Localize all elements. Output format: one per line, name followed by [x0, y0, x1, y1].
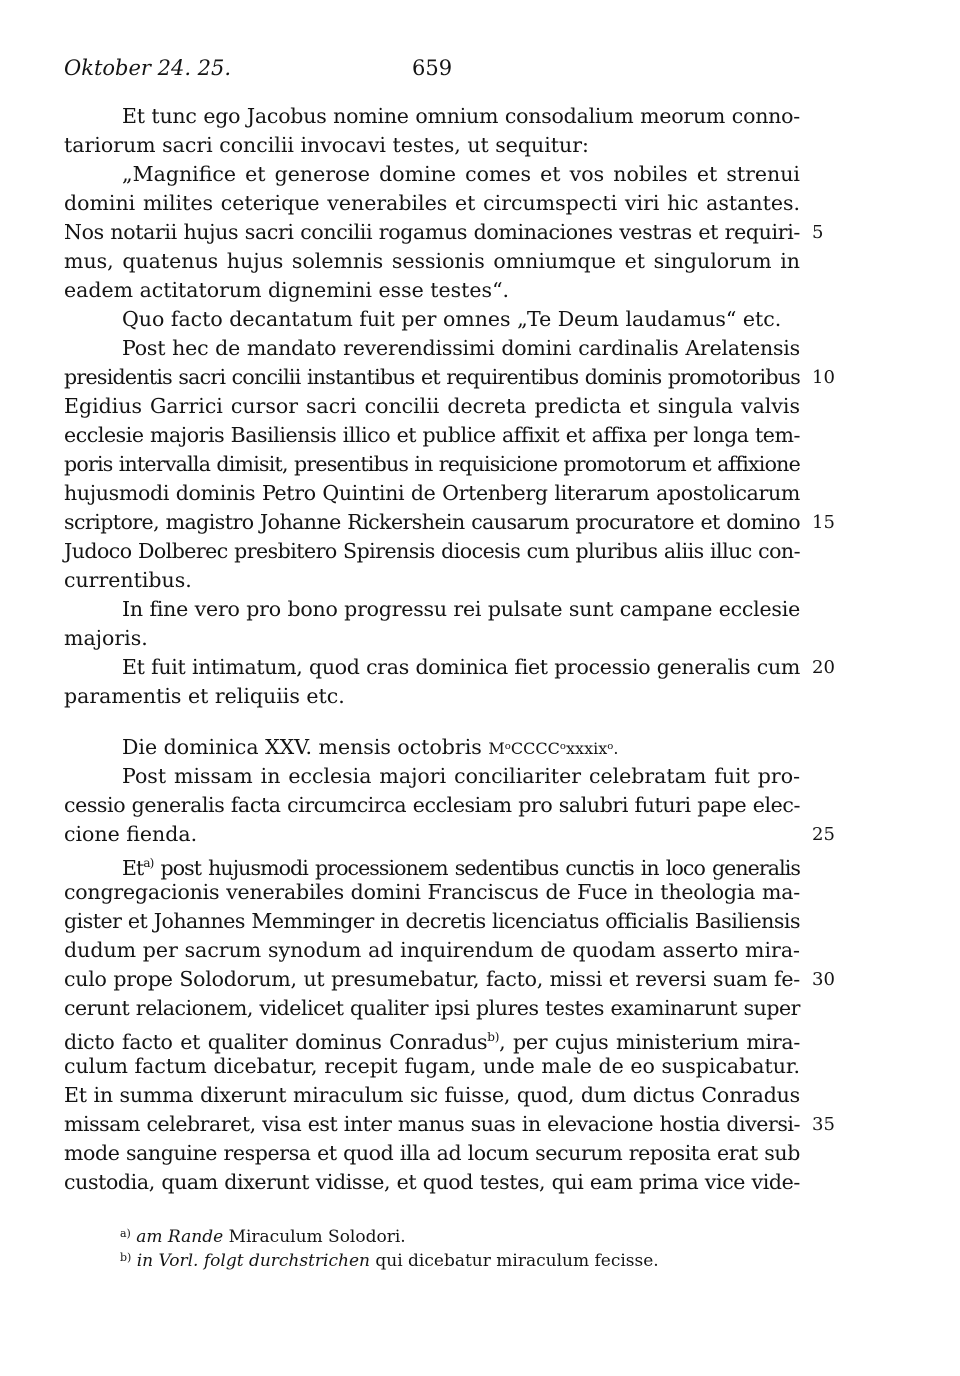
text-line: paramentis et reliquiis etc. — [64, 684, 345, 708]
text-line — [64, 1023, 800, 1052]
text-line: presidentis sacri concilii instantibus et requirentibus dominis promotoribus — [64, 365, 800, 389]
text-line: currentibus. — [64, 568, 192, 592]
text-line: custodia, quam dixerunt vidisse, et quod testes, qui eam prima vice vide- — [64, 1170, 800, 1194]
text-line: Quo facto decantatum fuit per omnes „Te Deum laudamus“ etc. — [122, 307, 782, 331]
margin-line-number: 5 — [812, 222, 824, 243]
date-numeral: MᵒCCCCᵒxxxixᵒ. — [488, 739, 619, 758]
date-heading-text: Die dominica XXV. mensis octobris — [122, 735, 482, 759]
text-line: poris intervalla dimisit, presentibus in requisicione promotorum et affixione — [64, 452, 800, 476]
text-line: majoris. — [64, 626, 148, 650]
margin-line-number: 30 — [812, 969, 835, 990]
text-line: Et in summa dixerunt miraculum sic fuisse, quod, dum dictus Conradus — [64, 1083, 800, 1107]
line-text: post hujusmodi processionem sedentibus cunctis in loco generalis — [153, 856, 800, 880]
text-line: Et fuit intimatum, quod cras dominica fiet processio generalis cum — [122, 655, 800, 679]
margin-line-number: 10 — [812, 367, 835, 388]
footnote-mark: b) — [120, 1251, 132, 1264]
text-line: cessio generalis facta circumcirca ecclesiam pro salubri futuri pape elec- — [64, 793, 800, 817]
text-line: In fine vero pro bono progressu rei pulsate sunt campane ecclesie — [122, 597, 800, 621]
text-line: culo prope Solodorum, ut presumebatur, facto, missi et reversi suam fe- — [64, 967, 800, 991]
line-text: , per cujus ministerium mira- — [499, 1030, 801, 1054]
text-line: ecclesie majoris Basiliensis illico et publice affixit et affixa per longa tem- — [64, 423, 800, 447]
text-line: eadem actitatorum dignemini esse testes“. — [64, 278, 510, 302]
text-line: Post hec de mandato reverendissimi domini cardinalis Arelatensis — [122, 336, 800, 360]
footnote-b — [120, 1246, 659, 1273]
text-line: scriptore, magistro Johanne Rickershein causarum procuratore et domino — [64, 510, 800, 534]
footnote-text: qui dicebatur miraculum fecisse. — [375, 1251, 659, 1271]
footnote-mark: a) — [120, 1227, 131, 1240]
et-word: Et — [122, 856, 144, 880]
footnote-text: Miraculum Solodori. — [228, 1227, 406, 1247]
text-line: culum factum dicebatur, recepit fugam, unde male de eo suspicabatur. — [64, 1054, 800, 1078]
text-line: cerunt relacionem, videlicet qualiter ipsi plures testes examinarunt super — [64, 996, 800, 1020]
text-line: hujusmodi dominis Petro Quintini de Ortenberg literarum apostolicarum — [64, 481, 800, 505]
text-line: domini milites ceterique venerabiles et circumspecti viri hic astantes. — [64, 191, 800, 215]
text-line: dudum per sacrum synodum ad inquirendum de quodam asserto mira- — [64, 938, 800, 962]
text-line: mus, quatenus hujus solemnis sessionis omniumque et singulorum in — [64, 249, 800, 273]
margin-line-number: 15 — [812, 512, 835, 533]
text-line: congregacionis venerabiles domini Franciscus de Fuce in theologia ma- — [64, 880, 800, 904]
text-line: tariorum sacri concilii invocavi testes, ut sequitur: — [64, 133, 589, 157]
footnote-ref-b: b) — [487, 1030, 500, 1044]
page-number: 659 — [412, 56, 453, 80]
date-heading — [64, 733, 800, 762]
footnote-italic: am Rande — [136, 1227, 224, 1247]
line-text: dicto facto et qualiter dominus Conradus — [64, 1030, 488, 1054]
text-line: missam celebraret, visa est inter manus suas in elevacione hostia diversi- — [64, 1112, 800, 1136]
text-line: Judoco Dolberec presbitero Spirensis diocesis cum pluribus aliis illuc con- — [64, 539, 800, 563]
text-line: gister et Johannes Memminger in decretis licenciatus officialis Basiliensis — [64, 909, 800, 933]
footnote-ref-a: a) — [143, 856, 154, 870]
margin-line-number: 25 — [812, 824, 835, 845]
footnote-italic: in Vorl. folgt durchstrichen — [136, 1251, 370, 1271]
text-line: Egidius Garrici cursor sacri concilii decreta predicta et singula valvis — [64, 394, 800, 418]
text-line: mode sanguine respersa et quod illa ad locum securum reposita erat sub — [64, 1141, 800, 1165]
footnote-a — [120, 1222, 406, 1249]
text-line — [64, 849, 800, 878]
text-line: Post missam in ecclesia majori conciliariter celebratam fuit pro- — [122, 764, 800, 788]
margin-line-number: 20 — [812, 657, 835, 678]
text-line: „Magnifice et generose domine comes et vos nobiles et strenui — [122, 162, 800, 186]
text-line: cione fienda. — [64, 822, 198, 846]
margin-line-number: 35 — [812, 1114, 835, 1135]
text-line: Nos notarii hujus sacri concilii rogamus dominaciones vestras et requiri- — [64, 220, 800, 244]
text-line: Et tunc ego Jacobus nomine omnium consodalium meorum conno- — [122, 104, 800, 128]
header-date: Oktober 24. 25. — [64, 56, 232, 80]
running-header — [64, 50, 800, 86]
